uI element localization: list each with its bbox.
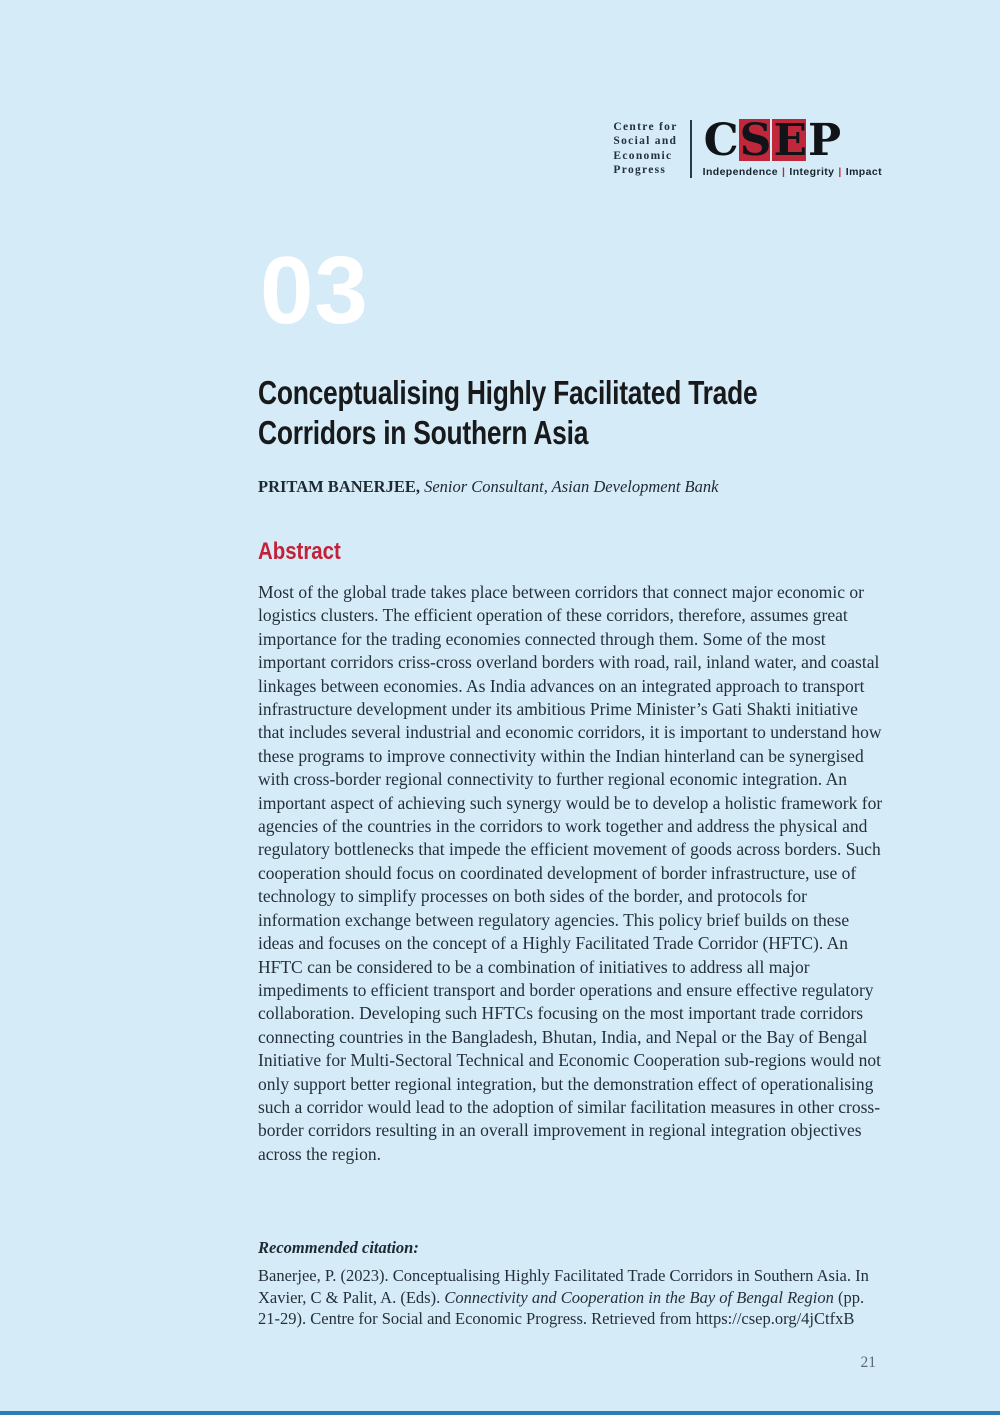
tagline-item: Impact <box>845 166 882 179</box>
csep-wordmark <box>703 115 882 166</box>
wordmark-letter-c: C <box>703 115 737 166</box>
wordmark-letter-p: P <box>807 115 840 166</box>
citation-text <box>258 1265 886 1330</box>
chapter-title-line: Corridors in Southern Asia <box>258 414 589 451</box>
wordmark-letter-e: E <box>773 115 805 166</box>
chapter-title-line: Conceptualising Highly Facilitated Trade <box>258 374 758 411</box>
bottom-accent-bar <box>0 1411 1000 1415</box>
citation-url[interactable]: https://csep.org/4jCtfxB <box>695 1309 855 1328</box>
logo-org-line: Progress <box>613 164 667 177</box>
chapter-number: 03 <box>260 237 369 344</box>
citation-mid: (pp. 21-29). Centre for Social and Economic Progress. Retrieved from <box>258 1287 865 1328</box>
citation-book-title: Connectivity and Cooperation in the Bay of Bengal Region <box>444 1287 834 1307</box>
abstract-heading: Abstract <box>258 538 341 565</box>
chapter-title <box>258 373 757 453</box>
tagline-separator: | <box>838 166 842 179</box>
tagline-separator: | <box>782 166 786 179</box>
logo-tagline <box>703 166 882 178</box>
page-number: 21 <box>860 1354 876 1371</box>
logo-divider <box>690 120 692 178</box>
author-line <box>258 477 718 497</box>
author-name: PRITAM BANERJEE, <box>258 477 420 496</box>
logo-org-name <box>613 120 677 178</box>
logo-org-line: Social and <box>613 135 678 148</box>
citation-label: Recommended citation: <box>258 1238 419 1257</box>
tagline-item: Integrity <box>789 166 835 179</box>
author-role: Senior Consultant, Asian Development Bank <box>424 477 719 496</box>
logo-wordmark-block <box>702 115 882 179</box>
csep-logo <box>613 115 882 179</box>
logo-org-line: Centre for <box>613 120 678 133</box>
logo-org-line: Economic <box>613 149 673 162</box>
citation-pre: Banerjee, P. (2023). Conceptualising Highly Facilitated Trade Corridors in Southern Asia. In Xavier, C & Palit, A. (Eds). <box>258 1266 869 1307</box>
tagline-item: Independence <box>702 166 779 179</box>
wordmark-letter-s: S <box>739 115 770 166</box>
abstract-body: Most of the global trade takes place between corridors that connect major economic or logistics clusters. The efficient operation of these corridors, therefore, assumes great importance for the trading economies connected through them. Some of the most important corridors criss-cross overland borders with road, rail, inland water, and coastal linkages between economies. As India advances on an integrated approach to transport infrastructure development under its ambitious Prime Minister’s Gati Shakti initiative that includes several industrial and economic corridors, it is important to understand how these programs to improve connectivity within the Indian hinterland can be synergised with cross-border regional connectivity to further regional economic integration. An important aspect of achieving such synergy would be to develop a holistic framework for agencies of the countries in the corridors to work together and address the physical and regulatory bottlenecks that impede the efficient movement of goods across borders. Such cooperation should focus on coordinated development of border infrastructure, use of technology to simplify processes on both sides of the border, and protocols for information exchange between regulatory agencies. This policy brief builds on these ideas and focuses on the concept of a Highly Facilitated Trade Corridor (HFTC). An HFTC can be considered to be a combination of initiatives to address all major impediments to efficient transport and border operations and ensure effective regulatory collaboration. Developing such HFTCs focusing on the most important trade corridors connecting countries in the Bangladesh, Bhutan, India, and Nepal or the Bay of Bengal Initiative for Multi-Sectoral Technical and Economic Cooperation sub-regions would not only support better regional integration, but the demonstration effect of operationalising such a corridor would lead to the adoption of similar facilitation measures in other cross-border corridors resulting in an overall improvement in regional integration objectives across the region. <box>258 582 883 1164</box>
